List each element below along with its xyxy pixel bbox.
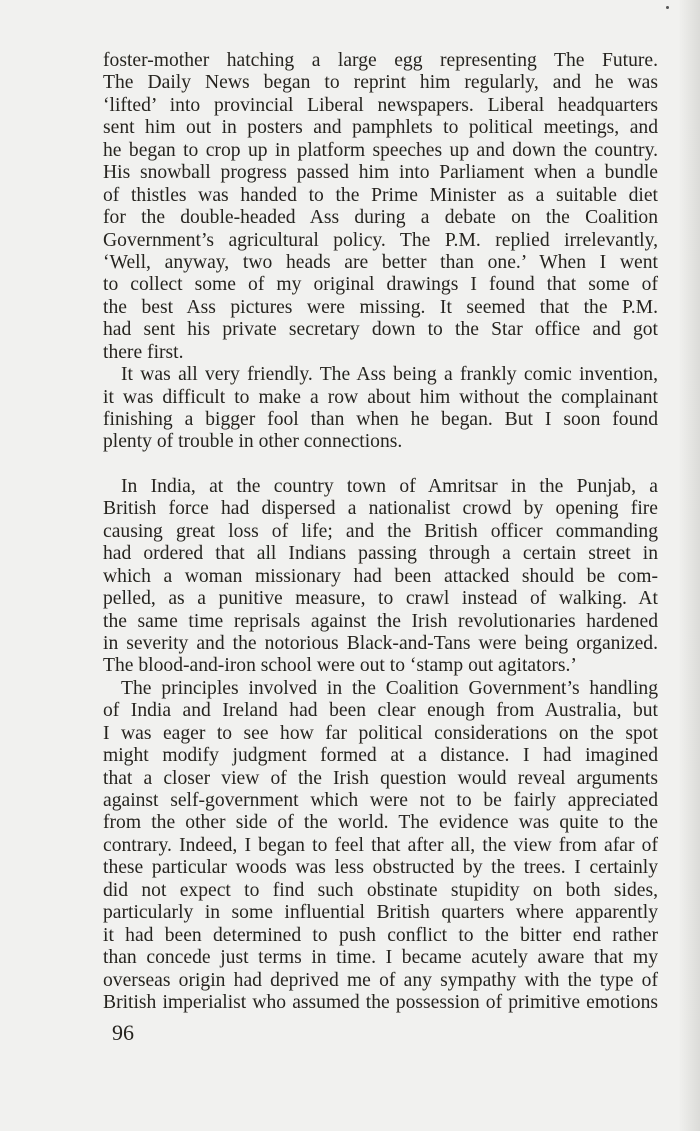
text-line: it had been determined to push conflict to the bitter end rather (103, 924, 658, 946)
paragraph (103, 364, 658, 454)
body-text (103, 50, 658, 1014)
text-line: than concede just terms in time. I became acutely aware that my (103, 947, 658, 969)
text-line: did not expect to find such obstinate stupidity on both sides, (103, 879, 658, 901)
text-line: had ordered that all Indians passing through a certain street in (103, 543, 658, 565)
text-line: sent him out in posters and pamphlets to political meetings, and (103, 117, 658, 139)
paragraph (103, 476, 658, 678)
text-line: particularly in some influential British quarters where apparently (103, 902, 658, 924)
text-line: these particular woods was less obstructed by the trees. I certainly (103, 857, 658, 879)
text-line: I was eager to see how far political considerations on the spot (103, 722, 658, 744)
paragraph (103, 50, 658, 364)
text-line: it was difficult to make a row about him without the complainant (103, 386, 658, 408)
text-line: pelled, as a punitive measure, to crawl instead of walking. At (103, 588, 658, 610)
text-line: of India and Ireland had been clear enough from Australia, but (103, 700, 658, 722)
text-line: ‘Well, anyway, two heads are better than one.’ When I went (103, 251, 658, 273)
text-line: foster-mother hatching a large egg representing The Future. (103, 50, 658, 71)
text-line: It was all very friendly. The Ass being a frankly comic invention, (121, 364, 658, 386)
text-line: ‘lifted’ into provincial Liberal newspapers. Liberal headquarters (103, 94, 658, 116)
text-line: against self-government which were not to be fairly appreciated (103, 790, 658, 811)
text-line: to collect some of my original drawings I found that some of (103, 274, 658, 296)
page-number: 96 (112, 1020, 134, 1045)
text-line: causing great loss of life; and the British officer commanding (103, 520, 658, 542)
text-line: The blood-and-iron school were out to ‘stamp out agitators.’ (103, 655, 577, 677)
text-line: plenty of trouble in other connections. (103, 431, 403, 453)
text-line: which a woman missionary had been attacked should be com- (103, 565, 658, 587)
text-line: The principles involved in the Coalition Government’s handling (121, 677, 658, 699)
text-line: in severity and the notorious Black-and-Tans were being organized. (103, 632, 658, 654)
text-line: that a closer view of the Irish question would reveal arguments (103, 767, 658, 789)
text-line: for the double-headed Ass during a debate on the Coalition (103, 207, 658, 229)
text-line: British force had dispersed a nationalist crowd by opening fire (103, 498, 658, 520)
text-line: of thistles was handed to the Prime Minister as a suitable diet (103, 184, 658, 206)
page-edge-shadow (678, 0, 700, 1131)
text-line: The Daily News began to reprint him regularly, and he was (103, 72, 658, 94)
scan-speck (666, 6, 669, 9)
text-line: there first. (103, 341, 184, 363)
text-line: the best Ass pictures were missing. It seemed that the P.M. (103, 296, 658, 318)
text-line: His snowball progress passed him into Parliament when a bundle (103, 162, 658, 184)
paragraph (103, 678, 658, 1015)
text-line: the same time reprisals against the Irish revolutionaries hardened (103, 610, 658, 632)
text-line: finishing a bigger fool than when he began. But I soon found (103, 409, 658, 430)
text-line: overseas origin had deprived me of any sympathy with the type of (103, 969, 658, 991)
text-line: from the other side of the world. The evidence was quite to the (103, 812, 658, 834)
text-line: British imperialist who assumed the possession of primitive emotions (103, 991, 658, 1013)
text-line: had sent his private secretary down to the Star office and got (103, 319, 658, 341)
text-line: In India, at the country town of Amritsar in the Punjab, a (121, 475, 658, 497)
text-line: he began to crop up in platform speeches up and down the country. (103, 139, 658, 161)
text-line: might modify judgment formed at a distance. I had imagined (103, 745, 658, 767)
section-break (103, 454, 658, 476)
text-line: Government’s agricultural policy. The P.M. replied irrelevantly, (103, 229, 658, 251)
text-line: contrary. Indeed, I began to feel that after all, the view from afar of (103, 834, 658, 856)
